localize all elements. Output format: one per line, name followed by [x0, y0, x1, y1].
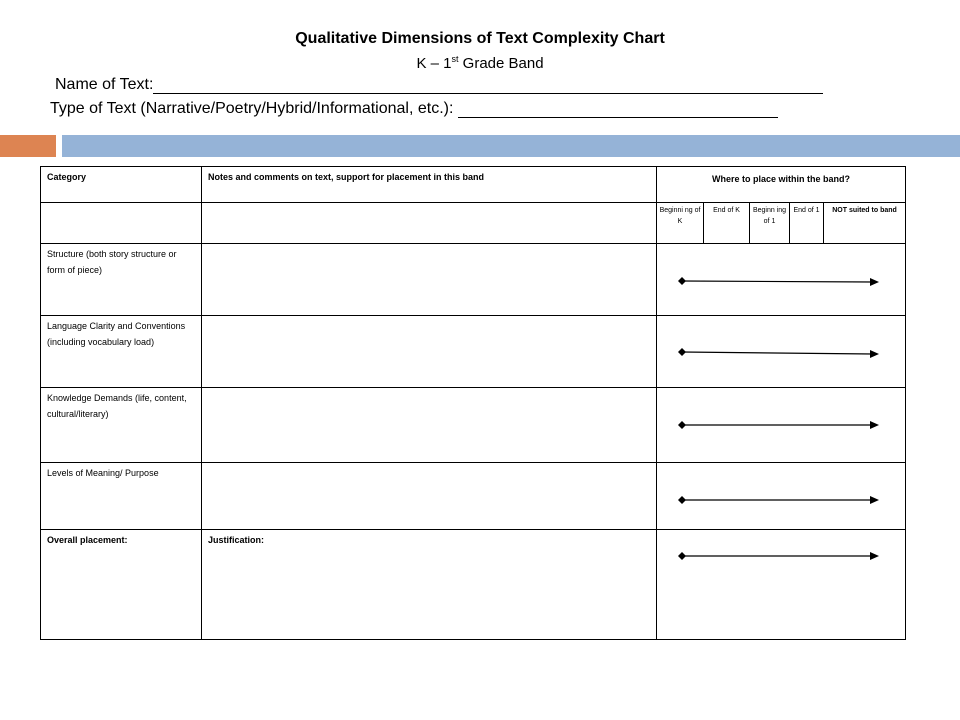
row-notes[interactable] [202, 244, 657, 316]
band-beginning-of-k: Beginni ng of K [657, 203, 704, 244]
placement-scale[interactable] [657, 463, 906, 530]
name-of-text-blank[interactable] [153, 77, 823, 94]
type-of-text-label: Type of Text (Narrative/Poetry/Hybrid/Informational, etc.): [50, 100, 458, 117]
subtitle-superscript: st [451, 54, 459, 64]
placement-scale[interactable] [657, 388, 906, 463]
row-category: Levels of Meaning/ Purpose [41, 463, 202, 530]
table-header-row [41, 167, 906, 203]
subheader-empty-notes [202, 203, 657, 244]
row-category: Language Clarity and Conventions (including vocabulary load) [41, 316, 202, 388]
row-notes[interactable] [202, 463, 657, 530]
name-of-text-label: Name of Text: [55, 76, 154, 93]
placement-scale[interactable] [657, 530, 906, 640]
table-final-row [41, 530, 906, 640]
subheader-empty-category [41, 203, 202, 244]
row-category: Knowledge Demands (life, content, cultural/literary) [41, 388, 202, 463]
name-of-text-field [55, 76, 823, 94]
row-notes[interactable] [202, 316, 657, 388]
accent-bar-blue [62, 135, 960, 157]
table-subheader-row [41, 203, 906, 244]
placement-scale[interactable] [657, 316, 906, 388]
table-row [41, 244, 906, 316]
band-end-of-1: End of 1 [790, 203, 824, 244]
type-of-text-blank[interactable] [458, 101, 778, 118]
page-subtitle [0, 54, 960, 72]
type-of-text-field [50, 100, 778, 118]
subtitle-suffix: Grade Band [458, 55, 544, 72]
justification-label[interactable]: Justification: [202, 530, 657, 640]
band-end-of-k: End of K [704, 203, 750, 244]
placement-scale[interactable] [657, 244, 906, 316]
accent-bar-orange [0, 135, 56, 157]
subtitle-prefix: K – 1 [416, 55, 452, 72]
complexity-table [40, 166, 906, 640]
band-not-suited: NOT suited to band [824, 203, 906, 244]
header-placement: Where to place within the band? [657, 167, 906, 203]
header-notes: Notes and comments on text, support for placement in this band [202, 167, 657, 203]
placement-arrow [657, 244, 906, 316]
header-category: Category [41, 167, 202, 203]
band-beginning-of-1: Beginn ing of 1 [750, 203, 790, 244]
placement-arrow [657, 316, 906, 388]
row-notes[interactable] [202, 388, 657, 463]
table-row [41, 388, 906, 463]
table-row [41, 463, 906, 530]
page-title: Qualitative Dimensions of Text Complexity Chart [295, 30, 665, 47]
table-row [41, 316, 906, 388]
overall-placement-label: Overall placement: [41, 530, 202, 640]
row-category: Structure (both story structure or form of piece) [41, 244, 202, 316]
placement-arrow [657, 388, 906, 463]
placement-arrow [657, 463, 906, 530]
placement-arrow [657, 530, 906, 640]
